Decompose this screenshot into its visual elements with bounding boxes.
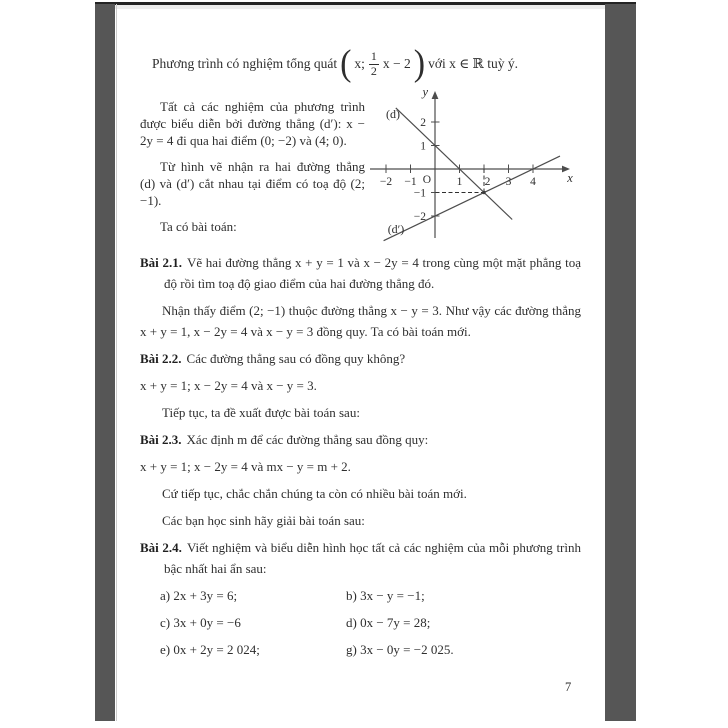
paragraph-we-have-problem: Ta có bài toán:	[160, 219, 237, 234]
problem-2-2-label: Bài 2.2.	[140, 351, 182, 366]
problem-2-2-text: Các đường thẳng sau có đồng quy không?	[186, 351, 406, 366]
x-tick-label: 2	[484, 176, 491, 188]
x-tick-label: 4	[530, 176, 536, 188]
page-number: 7	[565, 680, 572, 694]
fraction-numerator: 1	[370, 48, 377, 63]
equation-display-2: x + y = 1; x − 2y = 4 và mx − y = m + 2.	[140, 459, 351, 474]
tuple-x: x;	[354, 56, 365, 71]
problem-2-4-text: Viết nghiệm và biểu diễn hình học tất cả các nghiệm của mỗi phương trình bậc nhất hai ẩn sau:	[164, 540, 581, 576]
fraction-denominator: 2	[370, 63, 377, 78]
fraction	[369, 50, 379, 79]
y-tick-label: −2	[413, 211, 426, 223]
y-tick-label: 1	[420, 140, 426, 153]
x-tick-label: −1	[404, 176, 417, 188]
intersection-point	[482, 191, 485, 194]
tuple-rest: x − 2	[382, 56, 411, 71]
intro-paragraph	[152, 42, 518, 86]
problem-2-4-label: Bài 2.4.	[140, 540, 182, 555]
problem-2-2	[140, 348, 581, 369]
right-spine-bar	[605, 4, 636, 721]
x-tick-label: 1	[456, 176, 463, 188]
intro-text-before: Phương trình có nghiệm tổng quát	[152, 56, 338, 71]
problem-2-3	[140, 429, 581, 450]
problem-2-3-text: Xác định m để các đường thẳng sau đồng quy:	[186, 432, 429, 447]
exercise-item-a: a) 2x + 3y = 6;	[160, 588, 238, 603]
line-d-label: (d)	[386, 107, 400, 121]
main-text-flow	[140, 252, 581, 660]
y-axis-label: y	[422, 86, 428, 99]
exercise-item-e: e) 0x + 2y = 2 024;	[160, 642, 260, 657]
y-tick-label: −1	[413, 187, 426, 200]
problem-2-3-label: Bài 2.3.	[140, 432, 182, 447]
exercise-item-g: g) 3x − 0y = −2 025.	[346, 642, 454, 657]
paragraph-solutions-line: Tất cả các nghiệm của phương trình được biểu diễn bởi đường thẳng (d′): x − 2y = 4 đi qua hai điểm (0; −2) và (4; 0).	[140, 99, 365, 148]
exercise-item-d: d) 0x − 7y = 28;	[346, 615, 431, 630]
problem-2-1-text: Vẽ hai đường thẳng x + y = 1 và x − 2y = 4 trong cùng một mặt phẳng toạ độ rồi tìm toạ độ giao điểm của hai đường thẳng đó.	[164, 255, 581, 291]
exercise-list	[140, 585, 581, 660]
page-top-edge-shadow	[95, 5, 636, 9]
open-paren: (	[340, 43, 352, 84]
paragraph-intersection: Từ hình vẽ nhận ra hai đường thẳng (d) và (d′) cắt nhau tại điểm có toạ độ (2; −1).	[140, 159, 365, 208]
left-text-column	[140, 98, 365, 244]
coordinate-graph	[360, 86, 585, 246]
graph-svg	[360, 86, 585, 246]
x-tick-label: 3	[505, 176, 512, 188]
paragraph-cu-tiep-tuc: Cứ tiếp tục, chắc chắn chúng ta còn có nhiều bài toán mới.	[162, 486, 467, 501]
paragraph-nhan-thay: Nhận thấy điểm (2; −1) thuộc đường thẳng x − y = 3. Như vậy các đường thẳng x + y = 1, x − 2y = 4 và x − y = 3 đồng quy. Ta có bài toán mới.	[140, 303, 581, 339]
problem-2-1-label: Bài 2.1.	[140, 255, 182, 270]
x-axis-label: x	[567, 171, 573, 185]
close-paren: )	[413, 43, 426, 84]
equation-display-1: x + y = 1; x − 2y = 4 và x − y = 3.	[140, 378, 317, 393]
left-page-edge-line	[116, 4, 117, 721]
exercise-item-c: c) 3x + 0y = −6	[160, 615, 241, 630]
line-d	[396, 108, 512, 220]
left-spine-bar	[95, 4, 115, 721]
exercise-item-b: b) 3x − y = −1;	[346, 588, 425, 603]
problem-2-4	[140, 537, 581, 579]
problem-2-1	[140, 252, 581, 294]
paragraph-tiep-tuc: Tiếp tục, ta đề xuất được bài toán sau:	[162, 405, 360, 420]
y-axis-arrow-icon	[432, 91, 439, 99]
line-d-prime-label: (d′)	[387, 222, 405, 236]
y-tick-label: 2	[420, 117, 426, 129]
origin-label: O	[422, 174, 431, 186]
x-tick-label: −2	[379, 176, 393, 188]
intro-text-after: với x ∈ ℝ tuỳ ý.	[428, 56, 518, 71]
paragraph-cac-ban: Các bạn học sinh hãy giải bài toán sau:	[162, 513, 365, 528]
